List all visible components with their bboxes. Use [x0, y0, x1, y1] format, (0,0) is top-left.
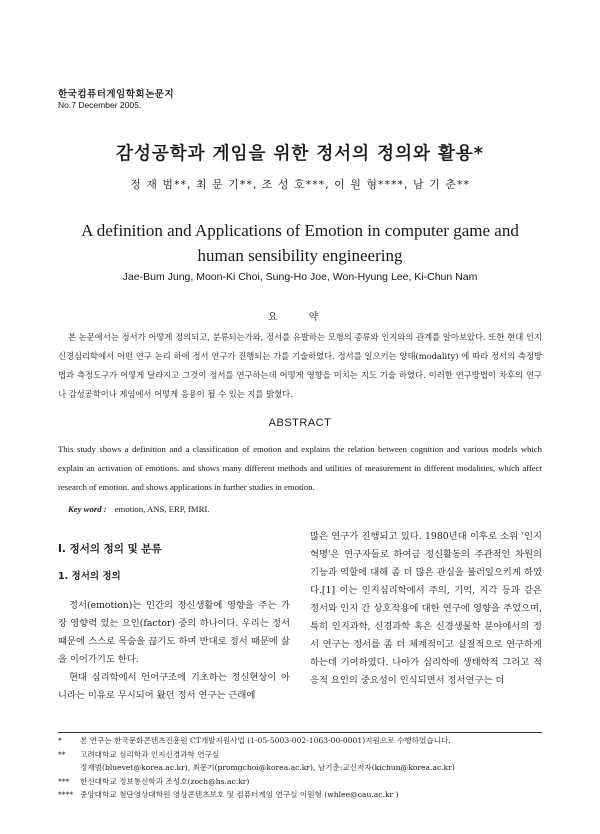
footnote — [58, 748, 548, 762]
keywords-label: Key word : — [68, 504, 107, 514]
section-heading: Ⅰ. 정서의 정의 및 분류 — [58, 543, 162, 555]
footnote-mark: **** — [58, 790, 74, 799]
authors-korean: 정 재 범**, 최 문 기**, 조 성 호***, 이 원 형****, 남 기 춘** — [130, 178, 470, 191]
footnote — [58, 788, 548, 802]
footnote-text: 중앙대학교 첨단영상대학원 영상콘텐츠보호 및 컴퓨터게임 연구실 이원형 (whlee@cau.ac.kr ) — [80, 790, 399, 799]
abstract-english-text: This study shows a definition and a classification of emotion and explains the relation between cognition and various models which explain an activation of emotions. and shows many different methods and utilities of measurement in different modalities, which affect research of emotion. and shows applications in further studies in emotion. — [58, 444, 542, 492]
body-left-column — [58, 597, 290, 705]
footnote-divider — [58, 732, 542, 733]
journal-issue: No.7 December 2005. — [58, 100, 142, 110]
footnote-mark: *** — [58, 776, 70, 786]
keywords — [68, 504, 209, 514]
body-paragraph: 정서(emotion)는 인간의 정신생활에 영향을 주는 가장 영향력 있는 요인(factor) 중의 하나이다. 우리는 정서 때문에 스스로 목숨을 끊기도 하며 반대로 정서 때문에 삶을 이어가기도 한다. — [58, 600, 290, 665]
footnote-text: 고려대학교 심리학과 인지신경과학 연구실 — [80, 749, 220, 759]
body-right-column — [310, 528, 542, 690]
abstract-korean-heading: 요 약 — [267, 312, 333, 323]
authors-english: Jae-Bum Jung, Moon-Ki Choi, Sung-Ho Joe, Won-Hyung Lee, Ki-Chun Nam — [122, 271, 478, 283]
footnote — [58, 775, 548, 789]
footnotes — [58, 734, 548, 802]
title-korean: 감성공학과 게임을 위한 정서의 정의와 활용* — [116, 144, 484, 164]
footnote-text: 한신대학교 정보통신학과 조성호(zoch@hs.ac.kr) — [80, 776, 250, 786]
journal-name: 한국컴퓨터게임학회논문지 — [58, 89, 175, 100]
footnote-mark: * — [58, 736, 62, 745]
body-paragraph: 현대 심리학에서 언어구조에 기초하는 정신현상이 아니라는 이유로 무시되어 왔던 정서 연구는 근래에 — [58, 672, 290, 701]
abstract-english-heading: ABSTRACT — [268, 417, 332, 429]
footnote — [58, 734, 548, 748]
footnote-mark: ** — [58, 749, 66, 759]
title-english: A definition and Applications of Emotion in computer game and human sensibility engineering — [81, 221, 519, 265]
body-paragraph: 많은 연구가 진행되고 있다. 1980년대 이후로 소위 '인지혁명'은 연구자들로 하여금 정신활동의 주관적인 차원의 기능과 역할에 대해 좀 더 많은 관심을 불러일으키게 하였다.[1] 이는 인지심리학에서 주의, 기억, 지각 등과 같은 정서와 인지 간 상호작용에 대한 연구에 영향을 주었으며, 특히 인지과학, 신경과학 혹은 신경생물학 분야에서의 정서 연구는 정서를 좀 더 체계적이고 실질적으로 연구하게 하는데 기여하였다. 나아가 심리학에 생태학적 그리고 적응적 요인의 중요성이 인식되면서 정서연구는 더 — [310, 531, 542, 686]
keywords-value: emotion, ANS, ERP, fMRI. — [114, 504, 210, 514]
footnote-continuation: 정재범(bluevet@korea.ac.kr), 최문기(promgchoi@korea.ac.kr), 남기춘:교신저자(kichun@korea.ac.kr) — [80, 763, 455, 772]
abstract-korean-text: 본 논문에서는 정서가 어떻게 정의되고, 분류되는가와, 정서를 유발하는 모형의 종류와 인지와의 관계를 알아보았다. 또한 현대 인지신경심리학에서 어떤 연구 논리 하에 정서 연구가 진행되는 가를 기술하였다. 정서를 일으키는 양태(modality) 에 따라 정서의 측정방법과 측정도구가 어떻게 달라지고 그것이 정서를 연구하는데 어떻게 영향을 미치는 지도 기술 하였다. 이러한 연구방법이 차후의 연구나 감성공학이나 게임에서 어떻게 응용이 될 수 있는 지를 밝혔다. — [58, 332, 542, 399]
footnote-text: 본 연구는 한국문화콘텐츠진흥원 CT개발지원사업 (1-05-5003-002-1063-00-0001)지원으로 수행하였습니다. — [80, 736, 451, 745]
subsection-heading: 1. 정서의 정의 — [58, 571, 121, 582]
